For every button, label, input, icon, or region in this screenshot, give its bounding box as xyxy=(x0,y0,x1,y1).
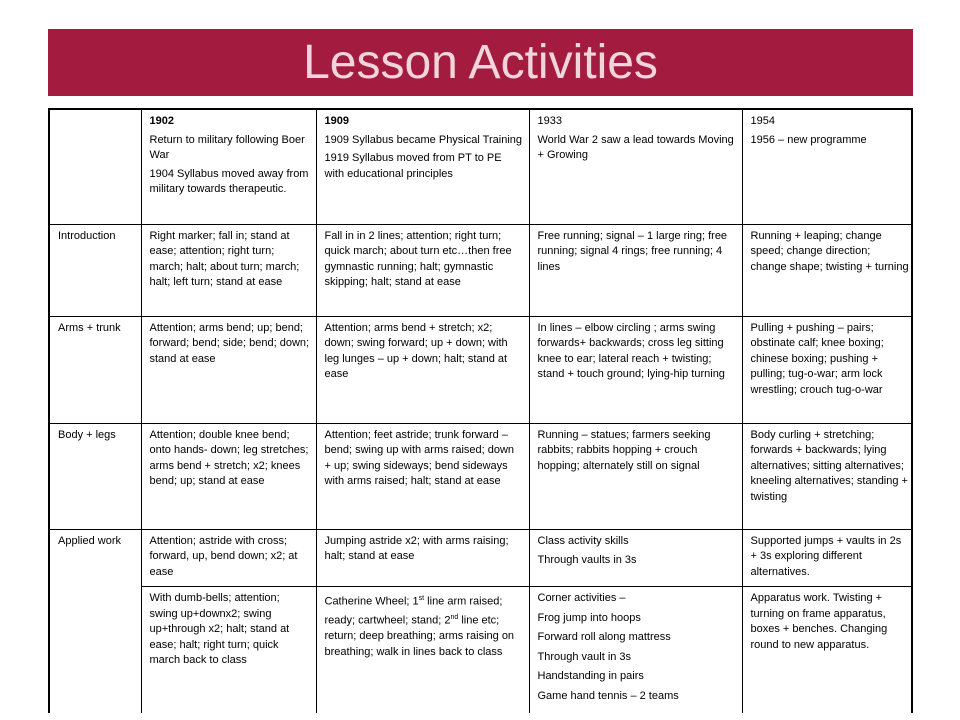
table-cell xyxy=(529,587,742,714)
header-line: 1956 – new programme xyxy=(750,133,867,146)
header-line: Return to military following Boer War xyxy=(149,133,305,161)
year-label: 1909 xyxy=(324,115,349,127)
cell-line: Game hand tennis – 2 teams xyxy=(537,689,679,702)
slide-title: Lesson Activities xyxy=(303,36,658,89)
table-cell: Supported jumps + vaults in 2s + 3s exploring different alternatives. xyxy=(742,529,913,587)
header-line: 1909 Syllabus became Physical Training xyxy=(324,133,523,146)
header-row xyxy=(50,110,913,224)
table-row xyxy=(50,423,913,529)
table-cell: Free running; signal – 1 large ring; free running; signal 4 rings; free running; 4 lines xyxy=(529,224,742,316)
cell-text: Catherine Wheel; 1 xyxy=(324,595,419,608)
table-cell: Attention; arms bend; up; bend; forward; bend; side; bend; down; stand at ease xyxy=(141,316,316,423)
cell-line: Handstanding in pairs xyxy=(537,670,644,682)
year-label: 1902 xyxy=(149,115,174,127)
table-cell: Apparatus work. Twisting + turning on frame apparatus, boxes + benches. Changing round to new apparatus. xyxy=(742,587,913,714)
header-cell-1902 xyxy=(141,110,316,224)
cell-text: line etc; return; deep breathing; arms raising on breathing; walk in lines back to class xyxy=(324,614,515,658)
cell-line: Through vault in 3s xyxy=(537,650,632,663)
table-cell: Fall in in 2 lines; attention; right turn; quick march; about turn etc…then free gymnastic running; halt; gymnastic skipping; halt; stand at ease xyxy=(316,224,529,316)
cell-line: Forward roll along mattress xyxy=(537,631,671,643)
cell-text: line arm raised; ready; cartwheel; stand; 2 xyxy=(324,595,503,627)
table-cell: Right marker; fall in; stand at ease; attention; right turn; march; halt; about turn; march; halt; left turn; stand at ease xyxy=(141,224,316,316)
table-cell: With dumb-bells; attention; swing up+downx2; swing up+through x2; halt; stand at ease; halt; right turn; quick march back to class xyxy=(141,587,316,714)
table-cell: Attention; feet astride; trunk forward – bend; swing up with arms raised; down + up; swing sideways; bend sideways with arms raised; halt; stand at ease xyxy=(316,423,529,529)
table-row xyxy=(50,529,913,587)
table-cell: Jumping astride x2; with arms raising; halt; stand at ease xyxy=(316,529,529,587)
table-row xyxy=(50,224,913,316)
table-cell xyxy=(316,587,529,714)
header-line: World War 2 saw a lead towards Moving + Growing xyxy=(537,133,734,161)
table-cell: Attention; astride with cross; forward, up, bend down; x2; at ease xyxy=(141,529,316,587)
row-label: Body + legs xyxy=(50,423,141,529)
table-cell xyxy=(529,529,742,587)
header-cell-1933 xyxy=(529,110,742,224)
table-cell: Attention; arms bend + stretch; x2; down; swing forward; up + down; with leg lunges – up + down; halt; stand at ease xyxy=(316,316,529,423)
superscript: st xyxy=(418,595,425,602)
cell-line: Class activity skills xyxy=(537,534,629,547)
header-line: 1904 Syllabus moved away from military towards therapeutic. xyxy=(149,167,309,195)
row-label: Arms + trunk xyxy=(50,316,141,423)
title-bar xyxy=(48,29,913,96)
row-label: Applied work xyxy=(50,529,141,713)
table-cell: Body curling + stretching; forwards + backwards; lying alternatives; sitting alternatives; kneeling alternatives; standing + twisting xyxy=(742,423,913,529)
header-cell-1909 xyxy=(316,110,529,224)
table-cell: Pulling + pushing – pairs; obstinate calf; knee boxing; chinese boxing; pushing + pulling; tug-o-war; arm lock wrestling; crouch tug-o-war xyxy=(742,316,913,423)
superscript: nd xyxy=(450,614,459,622)
table-cell: In lines – elbow circling ; arms swing forwards+ backwards; cross leg sitting knee to ear; lateral reach + twisting; stand + touch ground; lying-hip turning xyxy=(529,316,742,423)
table-row xyxy=(50,587,913,714)
cell-line: Corner activities – xyxy=(537,592,626,604)
year-label: 1954 xyxy=(750,115,775,127)
cell-line: Frog jump into hoops xyxy=(537,611,641,624)
year-label: 1933 xyxy=(537,115,562,127)
header-corner-cell xyxy=(50,110,141,224)
cell-line: Through vaults in 3s xyxy=(537,554,637,566)
table-cell: Attention; double knee bend; onto hands- down; leg stretches; arms bend + stretch; x2; knees bend; up; stand at ease xyxy=(141,423,316,529)
table-row xyxy=(50,316,913,423)
header-cell-1954 xyxy=(742,110,913,224)
row-label: Introduction xyxy=(50,224,141,316)
header-line: 1919 Syllabus moved from PT to PE with educational principles xyxy=(324,152,502,180)
table-cell: Running – statues; farmers seeking rabbits; rabbits hopping + crouch hopping; alternately still on signal xyxy=(529,423,742,529)
activities-table xyxy=(48,108,913,713)
table-cell: Running + leaping; change speed; change direction; change shape; twisting + turning xyxy=(742,224,913,316)
